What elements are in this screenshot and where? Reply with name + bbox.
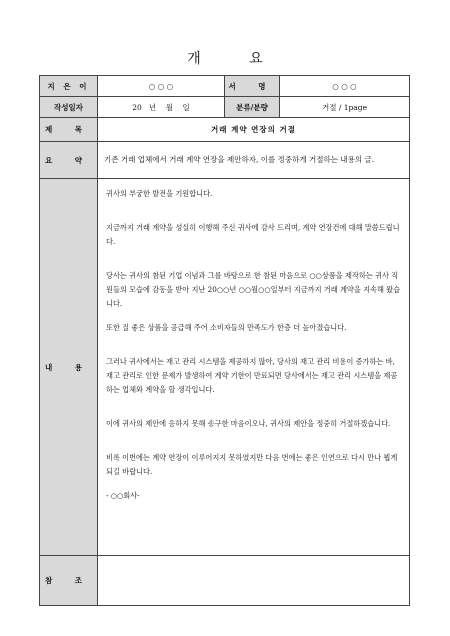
subject-label: 제 목 (40, 118, 98, 142)
reference-label: 참 조 (40, 556, 98, 606)
author-label: 지 은 이 (40, 76, 98, 97)
category-value: 거절 / 1page (280, 97, 410, 118)
content-label: 내 용 (40, 179, 98, 556)
date-row (40, 97, 410, 118)
signature-label: 서 명 (225, 76, 280, 97)
content-row (40, 179, 410, 556)
signature-value: ○ ○ ○ (280, 76, 410, 97)
content-signoff: - ○○회사- (106, 491, 140, 500)
summary-row (40, 142, 410, 179)
content-paragraph: 지금까지 거래 계약을 성실히 이행해 주신 귀사에 감사 드리며, 계약 연장건에 대해 말씀드립니다. (106, 223, 400, 246)
date-value: 20 년 월 일 (98, 97, 225, 118)
summary-value: 기존 거래 업체에서 거래 계약 연장을 제안하자, 이를 정중하게 거절하는 내용의 글. (98, 142, 410, 179)
content-paragraph: 귀사의 부궁한 발전을 기원합니다. (106, 189, 213, 198)
reference-value (98, 556, 410, 606)
subject-row (40, 118, 410, 142)
author-row (40, 76, 410, 97)
author-value: ○ ○ ○ (98, 76, 225, 97)
content-paragraph: 이에 귀사의 제안에 응하지 못해 송구한 마음이오나, 귀사의 제안을 정중히 거절하겠습니다. (106, 419, 391, 428)
content-paragraph: 또한 질 좋은 상품을 공급해 주어 소비자들의 만족도가 한층 더 높아졌습니다. (106, 323, 347, 332)
content-paragraph: 그러나 귀사에서는 재고 관리 시스템을 제공하지 않아, 당사의 재고 관리 비용이 증가하는 바, 재고 관리로 인한 문제가 발생하여 계약 기한이 만료되면 당사에서는 재고 관리 시스템을 제공하는 업체와 계약을 할 생각입니다. (106, 357, 398, 394)
reference-row (40, 556, 410, 606)
date-label: 작성일자 (40, 97, 98, 118)
content-paragraph: 당사는 귀사의 참된 기업 이념과 그를 바탕으로 한 참된 마음으로 ○○상품을 제작하는 귀사 직원들의 모습에 감동을 받아 지난 20○○년 ○○월○○일부터 지금까지 거래 계약을 지속해 왔습니다. (106, 271, 401, 308)
subject-value: 거래 계약 연장의 거절 (98, 118, 410, 142)
summary-label: 요 약 (40, 142, 98, 179)
overview-form-table (39, 75, 410, 606)
content-paragraph: 비록 이번에는 계약 연장이 이루어지지 못하였지만 다음 번에는 좋은 인연으로 다시 만나 뵙게 되길 바랍니다. (106, 453, 398, 476)
content-body (98, 179, 410, 556)
category-label: 분류/분량 (225, 97, 280, 118)
document-title: 개 요 (187, 51, 285, 67)
